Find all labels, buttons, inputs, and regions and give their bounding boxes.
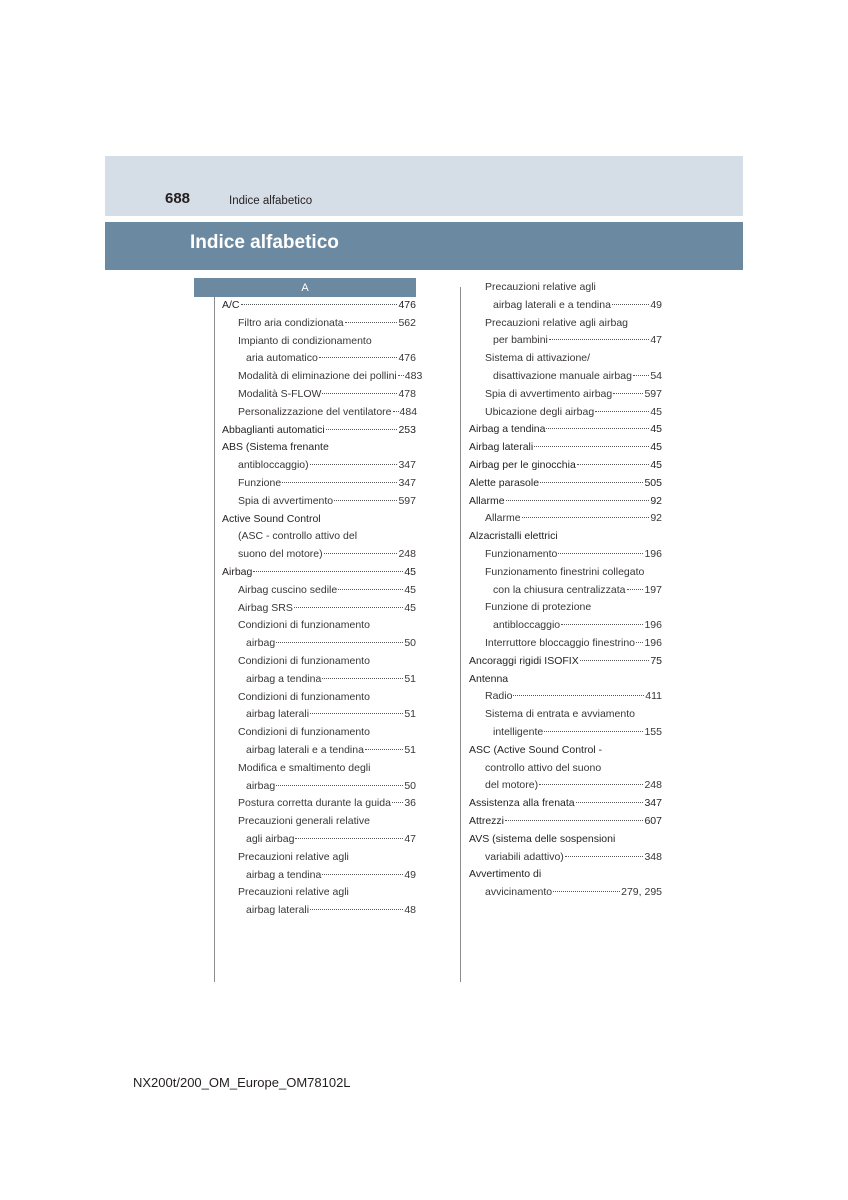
index-entry: [469, 350, 662, 368]
index-entry-text: Modalità S-FLOW: [238, 387, 322, 400]
dot-leader: [310, 713, 403, 714]
dot-leader: [633, 375, 649, 376]
index-entry: [469, 813, 662, 831]
index-entry: [469, 599, 662, 617]
index-entry-page: 45: [650, 458, 662, 471]
index-entry: [469, 332, 662, 350]
index-entry: [469, 795, 662, 813]
index-entry: [222, 867, 416, 885]
index-entry: [469, 404, 662, 422]
dot-leader: [580, 660, 650, 661]
index-entry: [222, 778, 416, 796]
index-entry-text: Condizioni di funzionamento: [238, 726, 370, 739]
index-entry-page: 54: [650, 369, 662, 382]
index-entry: [222, 600, 416, 618]
dot-leader: [253, 571, 403, 572]
dot-leader: [276, 785, 403, 786]
index-entry-text: Airbag SRS: [238, 601, 293, 614]
letter-heading: A: [194, 278, 416, 297]
index-entry-text: Condizioni di funzionamento: [238, 690, 370, 703]
index-entry-text: Antenna: [469, 672, 509, 685]
index-entry: [469, 439, 662, 457]
index-entry: [222, 760, 416, 778]
index-entry-page: 47: [404, 832, 416, 845]
index-entry-page: 478: [398, 387, 416, 400]
index-entry-text: per bambini: [493, 334, 548, 347]
dot-leader: [636, 642, 643, 643]
index-entry-page: 483: [404, 370, 423, 383]
index-entry-page: 49: [650, 298, 662, 311]
index-entry-text: Modifica e smaltimento degli: [238, 761, 371, 774]
index-entry-page: 597: [398, 494, 416, 507]
index-entry: [222, 404, 416, 422]
index-entry: [469, 564, 662, 582]
index-entry: [469, 706, 662, 724]
index-entry-text: Postura corretta durante la guida: [238, 797, 391, 810]
index-entry: [469, 653, 662, 671]
dot-leader: [310, 464, 398, 465]
index-entry-page: 597: [644, 387, 662, 400]
index-entry-page: 347: [398, 459, 416, 472]
index-entry-text: agli airbag: [246, 832, 295, 845]
index-entry: [469, 546, 662, 564]
dot-leader: [324, 553, 398, 554]
index-entry-text: suono del motore): [238, 548, 323, 561]
index-entry-text: Active Sound Control: [222, 512, 321, 525]
index-entry-text: Avvertimento di: [469, 868, 542, 881]
dot-leader: [398, 375, 404, 376]
index-entry: [222, 457, 416, 475]
index-entry: [222, 475, 416, 493]
index-entry: [469, 617, 662, 635]
index-entry-text: Condizioni di funzionamento: [238, 654, 370, 667]
index-entry: [222, 813, 416, 831]
dot-leader: [338, 589, 403, 590]
dot-leader: [282, 482, 397, 483]
dot-leader: [546, 428, 649, 429]
index-entry: [469, 315, 662, 333]
index-entry-text: airbag: [246, 637, 276, 650]
index-entry-text: Spia di avvertimento: [238, 494, 334, 507]
index-entry: [222, 849, 416, 867]
index-entry-text: AVS (sistema delle sospensioni: [469, 832, 616, 845]
index-entry-text: Assistenza alla frenata: [469, 797, 575, 810]
index-entry: [469, 421, 662, 439]
index-entry-text: controllo attivo del suono: [485, 761, 602, 774]
index-entry-text: Precauzioni relative agli: [485, 281, 596, 293]
index-entry-page: 45: [404, 565, 416, 578]
index-entry: [222, 724, 416, 742]
index-entry: [222, 635, 416, 653]
index-entry-page: 155: [644, 725, 662, 738]
index-entry-page: 197: [644, 583, 662, 596]
index-entry: [469, 688, 662, 706]
index-entry-page: 50: [404, 779, 416, 792]
index-entry: [222, 902, 416, 920]
index-entry-page: 279, 295: [621, 886, 662, 899]
index-entry: [222, 671, 416, 689]
index-entry-text: Airbag per le ginocchia: [469, 458, 576, 471]
index-entry: [469, 831, 662, 849]
index-entry-page: 45: [650, 405, 662, 418]
index-entry-page: 47: [650, 334, 662, 347]
index-entry-text: Airbag: [222, 565, 253, 578]
index-entry-text: antibloccaggio: [493, 619, 561, 632]
index-entry-text: Personalizzazione del ventilatore: [238, 405, 392, 418]
index-entry-text: Funzionamento: [485, 547, 558, 560]
index-entry: [222, 350, 416, 368]
dot-leader: [295, 838, 403, 839]
dot-leader: [534, 446, 649, 447]
index-entry-text: Condizioni di funzionamento: [238, 619, 370, 632]
index-entry-page: 196: [644, 619, 662, 632]
dot-leader: [393, 411, 399, 412]
index-entry: [469, 742, 662, 760]
index-entry: [469, 528, 662, 546]
index-entry-text: airbag a tendina: [246, 868, 322, 881]
index-entry-text: Precauzioni relative agli: [238, 850, 349, 863]
index-entry: [469, 582, 662, 600]
index-entry-page: 607: [644, 814, 662, 827]
index-entry: [222, 884, 416, 902]
index-entry: [469, 849, 662, 867]
index-column-left: [222, 297, 423, 920]
index-entry-text: Funzionamento finestrini collegato: [485, 565, 645, 578]
dot-leader: [522, 517, 650, 518]
index-entry: [469, 457, 662, 475]
index-entry: [469, 671, 662, 689]
dot-leader: [310, 909, 403, 910]
index-entry-text: airbag laterali: [246, 708, 310, 721]
dot-leader: [553, 891, 620, 892]
index-entry-page: 196: [644, 636, 662, 649]
index-entry: [222, 831, 416, 849]
index-entry: [469, 510, 662, 528]
index-entry-page: 48: [404, 904, 416, 917]
index-entry-text: Interruttore bloccaggio finestrino: [485, 636, 635, 649]
index-entry: [469, 475, 662, 493]
dot-leader: [513, 695, 644, 696]
index-entry: [469, 724, 662, 742]
dot-leader: [561, 624, 643, 625]
dot-leader: [613, 393, 643, 394]
index-entry-page: 253: [398, 423, 416, 436]
index-entry-text: Funzione: [238, 476, 282, 489]
index-entry: [469, 493, 662, 511]
index-entry-page: 505: [644, 476, 662, 489]
index-entry-text: Precauzioni relative agli airbag: [485, 316, 628, 329]
index-entry-text: Alzacristalli elettrici: [469, 530, 558, 543]
index-entry-text: Funzione di protezione: [485, 601, 592, 614]
dot-leader: [345, 322, 398, 323]
index-entry-text: airbag laterali e a tendina: [493, 298, 611, 311]
page-number: 688: [165, 190, 191, 207]
dot-leader: [576, 802, 644, 803]
index-entry-text: Abbaglianti automatici: [222, 423, 325, 436]
index-entry: [222, 493, 416, 511]
index-entry: [222, 422, 416, 440]
index-entry: [222, 315, 416, 333]
index-entry-text: Sistema di entrata e avviamento: [485, 708, 635, 721]
dot-leader: [577, 464, 649, 465]
index-entry-text: disattivazione manuale airbag: [493, 369, 632, 382]
index-entry: [222, 386, 416, 404]
index-entry: [469, 777, 662, 795]
dot-leader: [294, 607, 403, 608]
index-entry-page: 484: [399, 405, 418, 418]
index-entry-text: avvicinamento: [485, 886, 553, 899]
dot-leader: [540, 482, 643, 483]
index-entry-page: 248: [398, 548, 416, 561]
index-entry-text: Airbag cuscino sedile: [238, 583, 338, 596]
index-entry-page: 248: [644, 779, 662, 792]
index-entry: [222, 546, 416, 564]
index-entry-page: 75: [650, 654, 662, 667]
index-entry-page: 476: [398, 299, 416, 311]
document-code: NX200t/200_OM_Europe_OM78102L: [133, 1075, 351, 1090]
index-entry-text: Radio: [485, 690, 513, 703]
dot-leader: [334, 500, 397, 501]
index-entry: [469, 368, 662, 386]
index-entry-page: 347: [644, 797, 662, 810]
index-entry-text: variabili adattivo): [485, 850, 564, 863]
index-entry-page: 51: [404, 672, 416, 685]
index-entry: [222, 368, 423, 386]
index-entry-page: 562: [398, 316, 416, 329]
section-label: Indice alfabetico: [229, 195, 313, 207]
index-entry-page: 45: [404, 601, 416, 614]
dot-leader: [505, 820, 643, 821]
index-entry: [222, 706, 416, 724]
dot-leader: [549, 339, 649, 340]
dot-leader: [276, 642, 403, 643]
index-entry-text: Ubicazione degli airbag: [485, 405, 595, 418]
index-entry: [222, 564, 416, 582]
index-entry: [469, 884, 662, 902]
index-entry-text: airbag: [246, 779, 276, 792]
index-entry: [222, 689, 416, 707]
index-entry-text: Impianto di condizionamento: [238, 334, 372, 347]
index-entry-text: Attrezzi: [469, 814, 505, 827]
index-entry-text: A/C: [222, 299, 240, 311]
index-entry-page: 411: [645, 690, 662, 703]
index-entry: [222, 439, 416, 457]
dot-leader: [392, 802, 403, 803]
index-entry-text: airbag laterali: [246, 904, 310, 917]
dot-leader: [612, 304, 649, 305]
dot-leader: [565, 856, 644, 857]
index-entry-text: antibloccaggio): [238, 459, 309, 472]
index-entry: [222, 617, 416, 635]
index-entry: [222, 582, 416, 600]
dot-leader: [627, 589, 644, 590]
index-entry-page: 347: [398, 476, 416, 489]
index-column-right: [469, 279, 662, 902]
index-entry-text: del motore): [485, 779, 539, 792]
index-entry-page: 476: [398, 352, 416, 365]
index-entry: [222, 742, 416, 760]
index-entry-page: 49: [404, 868, 416, 881]
index-entry-page: 51: [404, 743, 416, 756]
dot-leader: [365, 749, 403, 750]
index-entry: [222, 511, 416, 529]
dot-leader: [539, 784, 643, 785]
center-column-rule: [460, 287, 461, 982]
index-entry-page: 92: [650, 512, 662, 525]
index-entry-text: intelligente: [493, 725, 544, 738]
index-entry-text: ABS (Sistema frenante: [222, 441, 329, 454]
index-entry-text: Spia di avvertimento airbag: [485, 387, 613, 400]
dot-leader: [506, 500, 650, 501]
index-entry-page: 50: [404, 637, 416, 650]
index-entry-text: Precauzioni relative agli: [238, 886, 349, 899]
index-entry-page: 36: [404, 797, 416, 810]
dot-leader: [322, 874, 403, 875]
index-entry-text: Filtro aria condizionata: [238, 316, 344, 329]
index-entry-text: ASC (Active Sound Control -: [469, 743, 603, 756]
index-entry: [469, 866, 662, 884]
index-entry-page: 348: [644, 850, 662, 863]
index-entry: [469, 760, 662, 778]
index-entry-text: airbag a tendina: [246, 672, 322, 685]
index-entry-text: aria automatico: [246, 352, 318, 365]
dot-leader: [544, 731, 643, 732]
index-entry-page: 51: [404, 708, 416, 721]
dot-leader: [319, 357, 398, 358]
index-entry-text: airbag laterali e a tendina: [246, 743, 364, 756]
index-entry-page: 45: [650, 441, 662, 454]
index-entry-text: con la chiusura centralizzata: [493, 583, 626, 596]
index-entry: [222, 297, 416, 315]
index-entry: [222, 795, 416, 813]
index-entry-text: Airbag a tendina: [469, 423, 546, 436]
left-column-rule: [214, 297, 215, 982]
index-entry: [222, 653, 416, 671]
index-entry-text: Allarme: [469, 494, 505, 507]
index-entry-text: Airbag laterali: [469, 441, 534, 454]
dot-leader: [558, 553, 643, 554]
index-entry-text: Alette parasole: [469, 476, 540, 489]
index-entry: [222, 333, 416, 351]
index-entry-text: Precauzioni generali relative: [238, 815, 370, 828]
index-entry: [222, 528, 416, 546]
index-entry: [469, 279, 662, 297]
index-entry-page: 45: [650, 423, 662, 436]
index-entry-page: 92: [650, 494, 662, 507]
index-entry: [469, 386, 662, 404]
dot-leader: [322, 678, 403, 679]
dot-leader: [241, 304, 398, 305]
index-entry-page: 45: [404, 583, 416, 596]
dot-leader: [326, 429, 398, 430]
page-title: Indice alfabetico: [190, 232, 339, 253]
header-band: [105, 156, 743, 216]
index-entry-text: (ASC - controllo attivo del: [238, 530, 358, 543]
index-entry-text: Modalità di eliminazione dei pollini: [238, 370, 397, 383]
dot-leader: [322, 393, 397, 394]
index-entry-page: 196: [644, 547, 662, 560]
index-entry-text: Allarme: [485, 512, 521, 525]
index-entry: [469, 297, 662, 315]
index-entry-text: Sistema di attivazione/: [485, 352, 591, 365]
dot-leader: [595, 411, 649, 412]
index-entry: [469, 635, 662, 653]
index-entry-text: Ancoraggi rigidi ISOFIX: [469, 654, 579, 667]
